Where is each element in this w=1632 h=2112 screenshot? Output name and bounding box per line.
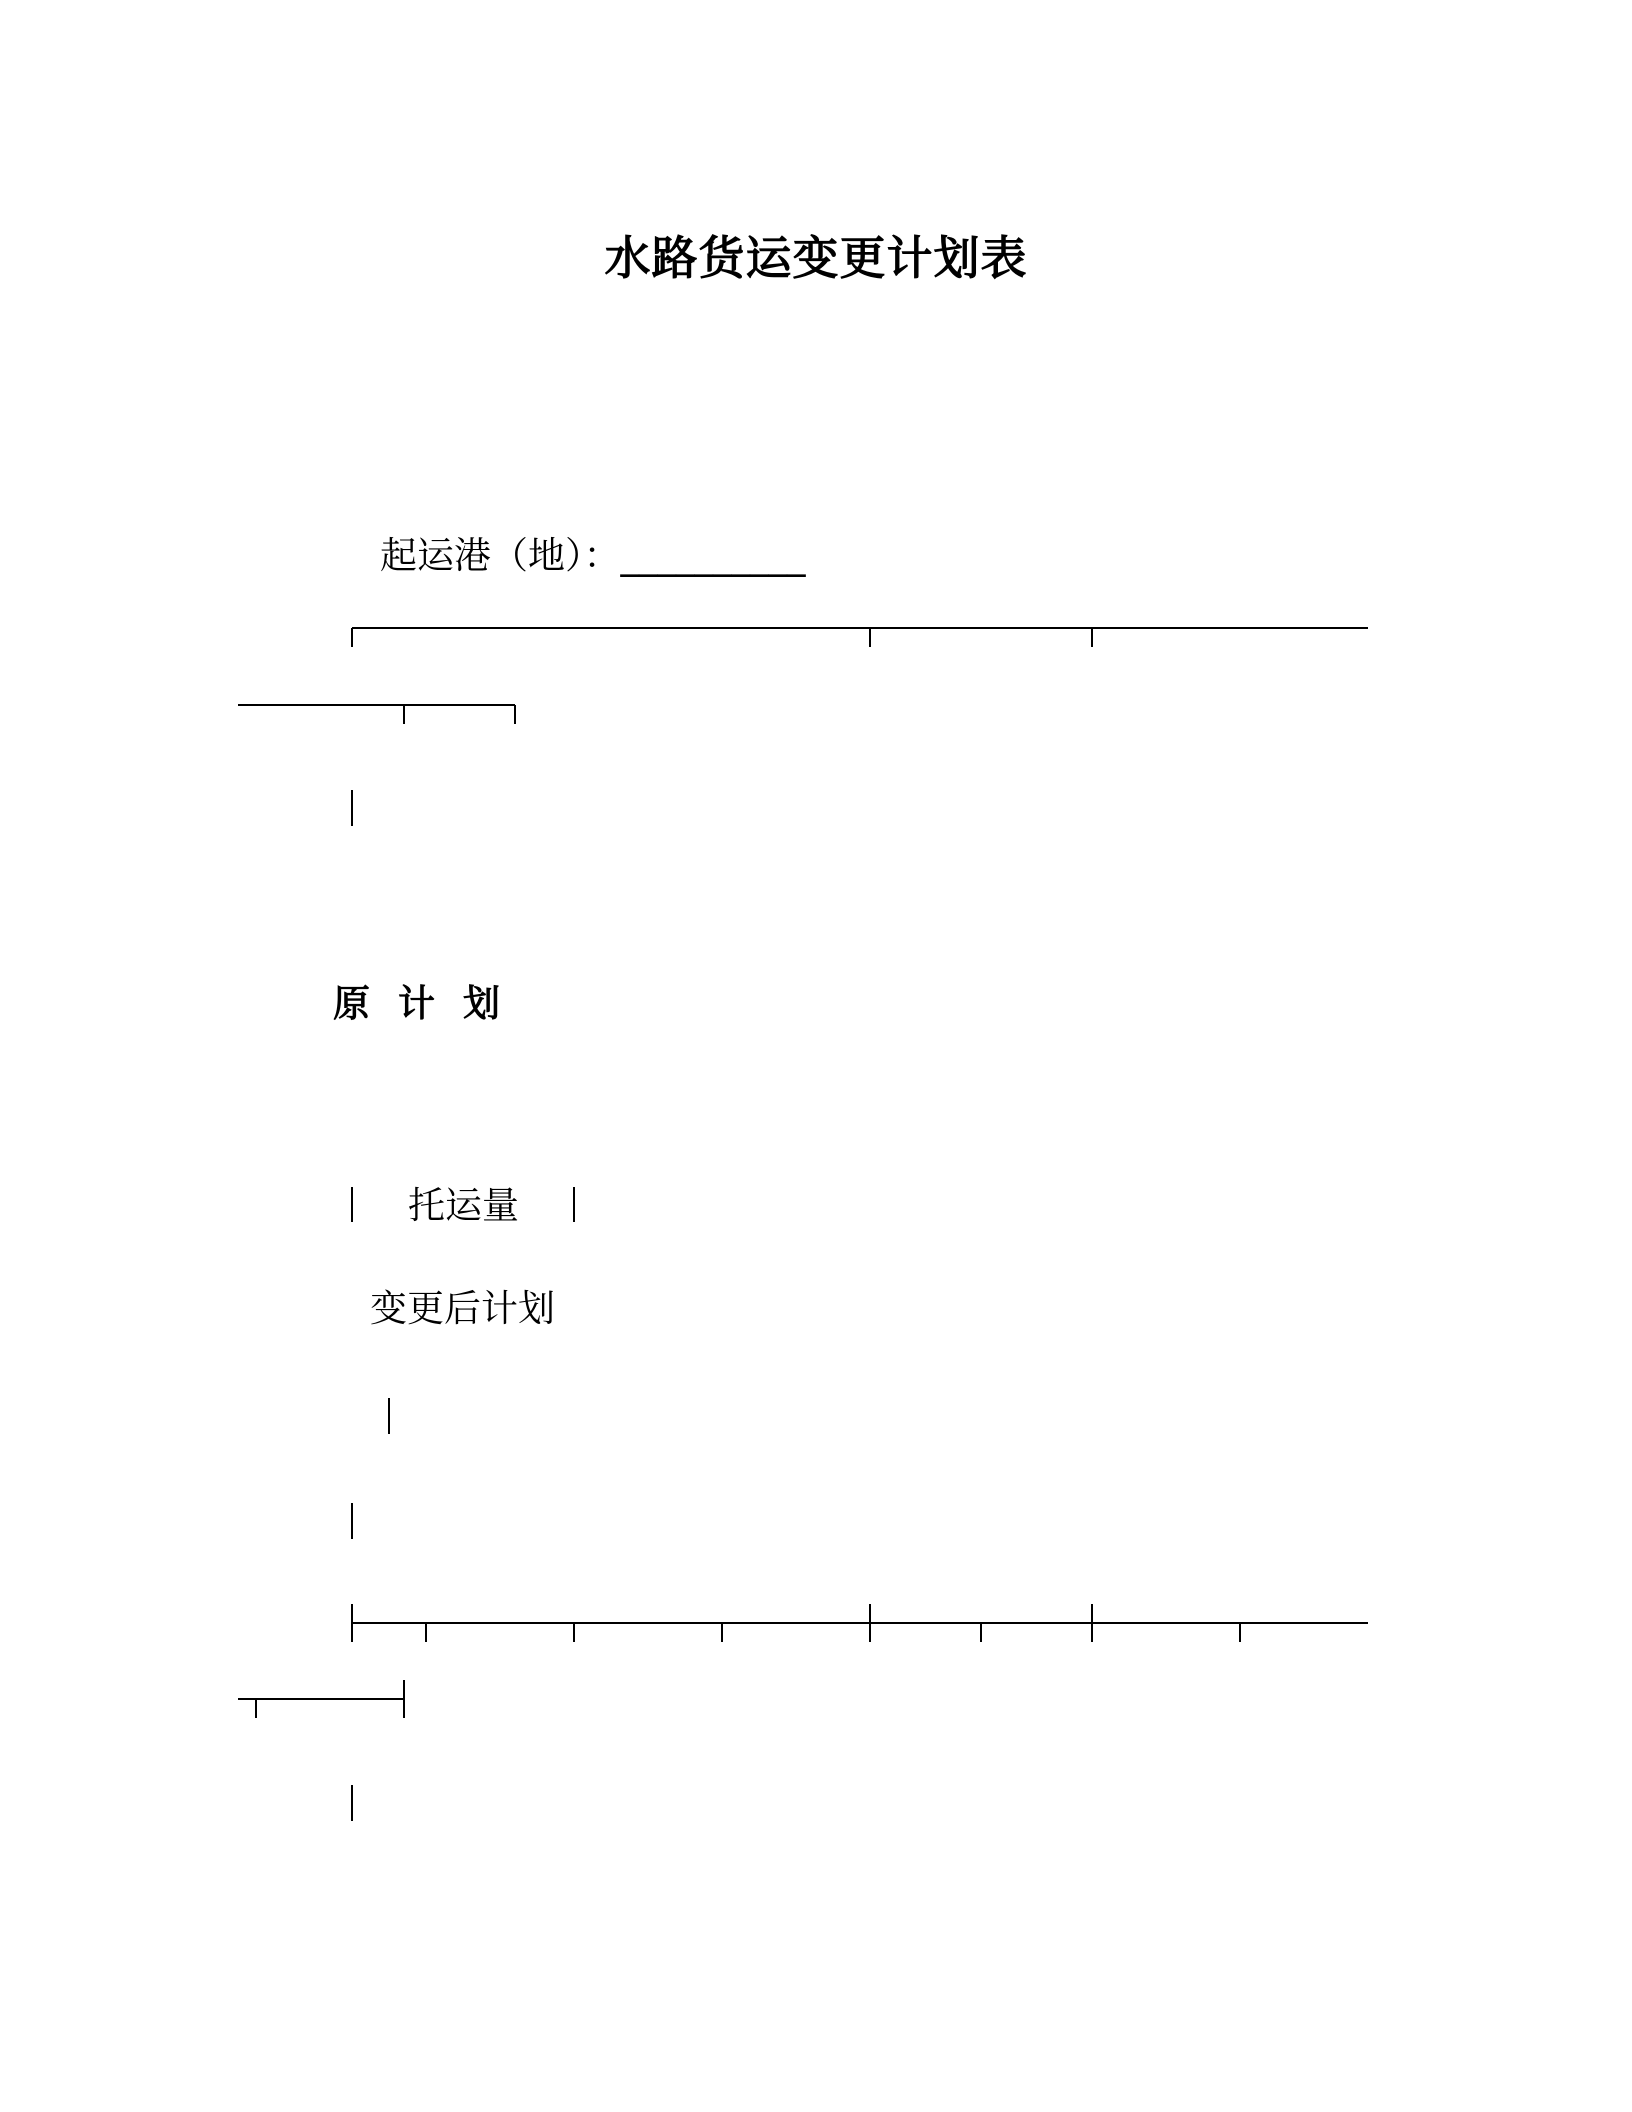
document-title: 水路货运变更计划表 (604, 231, 1028, 285)
changed-plan-heading: 变更后计划 (370, 1287, 555, 1330)
origin-port-label: 起运港（地）： (380, 534, 621, 577)
original-plan-heading: 原计划 (333, 982, 528, 1025)
consignment-volume-label: 托运量 (408, 1184, 519, 1227)
origin-port-blank: __________ (620, 534, 806, 577)
